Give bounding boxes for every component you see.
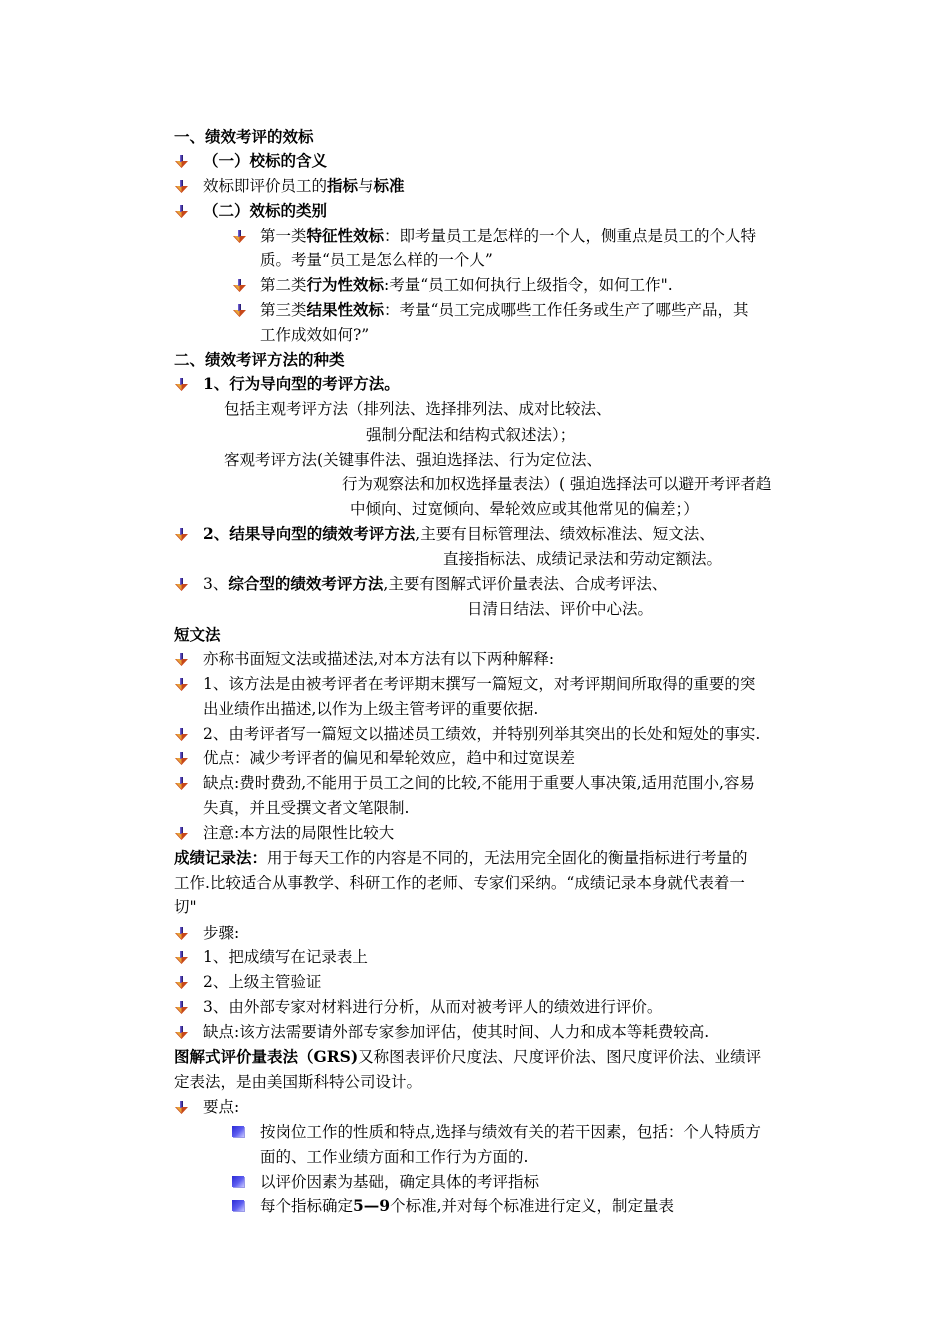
criterion-type-3: 第三类结果性效标：考量“员工完成哪些工作任务或生产了哪些产品，其 xyxy=(260,300,749,319)
down-arrow-bullet-icon xyxy=(174,205,188,219)
method-1-line: 中倾向、过宽倾向、晕轮效应或其他常见的偏差；） xyxy=(350,500,699,518)
grs-paragraph: 图解式评价量表法（GRS)又称图表评价尺度法、尺度评价法、图尺度评价法、业绩评 xyxy=(174,1047,762,1066)
method-1-line: 强制分配法和结构式叙述法）； xyxy=(366,426,576,444)
section-1-title: 一、绩效考评的效标 xyxy=(174,127,314,146)
method-2: 2、结果导向型的绩效考评方法,主要有目标管理法、绩效标准法、短文法、 xyxy=(203,524,715,543)
key-point-cont: 面的、工作业绩方面和工作行为方面的. xyxy=(260,1148,529,1166)
list-item: 1、该方法是由被考评者在考评期末撰写一篇短文，对考评期间所取得的重要的突 xyxy=(203,675,756,693)
down-arrow-bullet-icon xyxy=(174,653,188,667)
section-2-title: 二、绩效考评方法的种类 xyxy=(174,350,345,369)
key-point: 每个指标确定5—9个标准,并对每个标准进行定义，制定量表 xyxy=(260,1196,675,1215)
paragraph-line: 工作.比较适合从事教学、科研工作的老师、专家们采纳。“成绩记录本身就代表着一 xyxy=(174,874,745,892)
down-arrow-bullet-icon xyxy=(174,728,188,742)
list-item-cont: 出业绩作出描述,以作为上级主管考评的重要依据. xyxy=(203,700,539,718)
list-item: 3、由外部专家对材料进行分析，从而对被考评人的绩效进行评价。 xyxy=(203,998,663,1016)
paragraph-line: 定表法，是由美国斯科特公司设计。 xyxy=(174,1073,423,1091)
criterion-type-1-cont: 质。考量“员工是怎么样的一个人” xyxy=(260,251,493,269)
down-arrow-bullet-icon xyxy=(174,927,188,941)
method-3: 3、综合型的绩效考评方法,主要有图解式评价量表法、合成考评法、 xyxy=(203,574,668,593)
down-arrow-bullet-icon xyxy=(174,777,188,791)
criterion-type-1: 第一类特征性效标：即考量员工是怎样的一个人，侧重点是员工的个人特 xyxy=(260,226,757,245)
method-1-line: 客观考评方法(关键事件法、强迫选择法、行为定位法、 xyxy=(224,451,603,469)
list-item: 缺点:费时费劲,不能用于员工之间的比较,不能用于重要人事决策,适用范围小,容易 xyxy=(203,774,755,792)
list-item: 2、由考评者写一篇短文以描述员工绩效，并特别列举其突出的长处和短处的事实. xyxy=(203,725,761,743)
list-item-cont: 失真，并且受撰文者文笔限制. xyxy=(203,799,410,817)
down-arrow-bullet-icon xyxy=(174,155,188,169)
blue-square-bullet-icon xyxy=(232,1126,244,1137)
paragraph-line: 切" xyxy=(174,898,197,916)
down-arrow-bullet-icon xyxy=(174,1001,188,1015)
down-arrow-bullet-icon xyxy=(174,752,188,766)
list-item: 亦称书面短文法或描述法,对本方法有以下两种解释: xyxy=(203,650,555,668)
down-arrow-bullet-icon xyxy=(174,528,188,542)
down-arrow-bullet-icon xyxy=(174,378,188,392)
down-arrow-bullet-icon xyxy=(174,1101,188,1115)
essay-method-title: 短文法 xyxy=(174,625,221,644)
subsection-title: （二）效标的类别 xyxy=(203,201,328,220)
down-arrow-bullet-icon xyxy=(174,976,188,990)
down-arrow-bullet-icon xyxy=(232,279,246,293)
list-item: 1、把成绩写在记录表上 xyxy=(203,948,368,966)
key-point: 按岗位工作的性质和特点,选择与绩效有关的若干因素，包括：个人特质方 xyxy=(260,1123,761,1141)
method-3-cont: 日清日结法、评价中心法。 xyxy=(467,600,654,618)
blue-square-bullet-icon xyxy=(232,1176,244,1187)
down-arrow-bullet-icon xyxy=(174,180,188,194)
method-1-line: 包括主观考评方法（排列法、选择排列法、成对比较法、 xyxy=(224,400,612,418)
down-arrow-bullet-icon xyxy=(174,578,188,592)
key-point: 以评价因素为基础，确定具体的考评指标 xyxy=(260,1173,540,1191)
method-2-cont: 直接指标法、成绩记录法和劳动定额法。 xyxy=(443,550,723,568)
subsection-title: （一）校标的含义 xyxy=(203,151,328,170)
blue-square-bullet-icon xyxy=(232,1200,244,1211)
definition-text: 效标即评价员工的指标与标准 xyxy=(203,176,405,195)
list-item: 2、上级主管验证 xyxy=(203,973,322,991)
method-1-line: 行为观察法和加权选择量表法）( 强迫选择法可以避开考评者趋 xyxy=(342,475,772,493)
record-method-paragraph: 成绩记录法：用于每天工作的内容是不同的，无法用完全固化的衡量指标进行考量的 xyxy=(174,848,748,867)
down-arrow-bullet-icon xyxy=(174,951,188,965)
list-item: 步骤: xyxy=(203,924,240,942)
list-item: 优点：减少考评者的偏见和晕轮效应，趋中和过宽误差 xyxy=(203,749,576,767)
list-item: 要点: xyxy=(203,1098,240,1116)
down-arrow-bullet-icon xyxy=(232,230,246,244)
down-arrow-bullet-icon xyxy=(174,1026,188,1040)
down-arrow-bullet-icon xyxy=(232,304,246,318)
method-1-title: 1、行为导向型的考评方法。 xyxy=(203,374,400,393)
down-arrow-bullet-icon xyxy=(174,827,188,841)
criterion-type-3-cont: 工作成效如何?” xyxy=(260,326,370,344)
list-item: 注意:本方法的局限性比较大 xyxy=(203,824,395,842)
criterion-type-2: 第二类行为性效标:考量“员工如何执行上级指令，如何工作". xyxy=(260,275,673,294)
list-item: 缺点:该方法需要请外部专家参加评估，使其时间、人力和成本等耗费较高. xyxy=(203,1023,710,1041)
down-arrow-bullet-icon xyxy=(174,678,188,692)
